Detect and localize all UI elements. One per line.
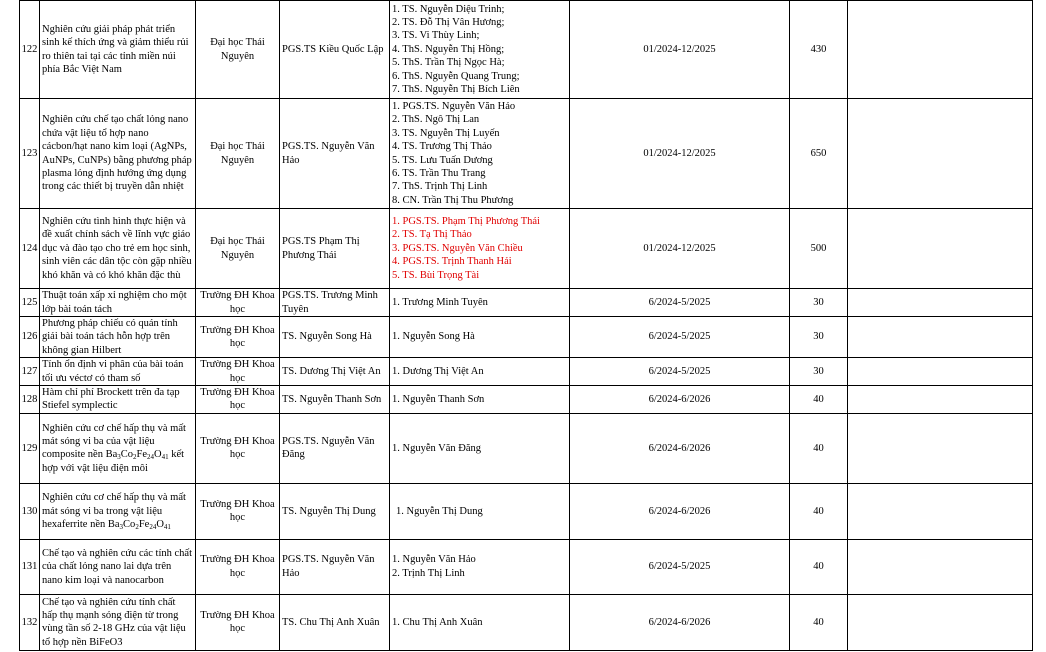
project-lead: PGS.TS. Trương Minh Tuyên [280,289,390,317]
empty-cell [848,358,1033,386]
project-period: 01/2024-12/2025 [570,209,790,289]
row-number: 130 [20,483,40,539]
project-budget: 40 [790,483,848,539]
member-item: 4. ThS. Nguyễn Thị Hồng; [392,43,505,55]
project-period: 6/2024-6/2026 [570,413,790,483]
member-item: 1. Trương Minh Tuyên [392,296,488,308]
project-topic [40,483,196,539]
member-list [390,209,570,289]
member-item: 1. Nguyễn Văn Đăng [392,442,482,454]
project-lead: TS. Dương Thị Việt An [280,358,390,386]
host-unit: Trường ĐH Khoa học [196,413,280,483]
empty-cell [848,483,1033,539]
table-row [20,99,1033,209]
project-period: 6/2024-5/2025 [570,358,790,386]
project-lead: TS. Nguyễn Thanh Sơn [280,386,390,414]
host-unit: Đại học Thái Nguyên [196,99,280,209]
subscript: 24 [149,523,157,532]
empty-cell [848,594,1033,650]
member-item: 1. Nguyễn Song Hà [392,331,475,343]
member-list [390,594,570,650]
member-item: 4. TS. Trương Thị Thảo [392,141,492,153]
project-topic: Chế tạo và nghiên cứu tính chất hấp thụ mạnh sóng điện từ trong vùng tần số 2-18 GHz của vật liệu tổ hợp nền BiFeO3 [40,594,196,650]
project-topic: Thuật toán xấp xỉ nghiệm cho một lớp bài toán tách [40,289,196,317]
project-budget: 30 [790,358,848,386]
project-period: 6/2024-5/2025 [570,317,790,358]
table-row [20,209,1033,289]
member-item: 2. Trịnh Thị Linh [392,567,465,579]
project-topic: Hàm chỉ phí Brockett trên đa tạp Stiefel symplectic [40,386,196,414]
member-item: 5. TS. Bùi Trọng Tài [392,269,480,281]
empty-cell [848,289,1033,317]
member-list [390,289,570,317]
project-period: 01/2024-12/2025 [570,99,790,209]
member-list [390,1,570,99]
row-number: 126 [20,317,40,358]
table-row [20,289,1033,317]
project-period: 6/2024-5/2025 [570,289,790,317]
project-topic: Nghiên cứu chế tạo chất lỏng nano chứa vật liệu tổ hợp nano cácbon/hạt nano kim loại (AgNPs, AuNPs, CuNPs) bằng phương pháp plasma lỏng định hướng ứng dụng trong các thiết bị truyền dẫn nhiệt [40,99,196,209]
empty-cell [848,209,1033,289]
project-period: 6/2024-6/2026 [570,386,790,414]
project-budget: 430 [790,1,848,99]
row-number: 131 [20,539,40,594]
project-lead: PGS.TS. Nguyễn Văn Đăng [280,413,390,483]
empty-cell [848,99,1033,209]
project-topic: Nghiên cứu tình hình thực hiện và đề xuất chính sách về lĩnh vực giáo dục và đào tạo cho trẻ em học sinh, sinh viên các dân tộc còn gặp nhiều khó khăn và có khó khăn đặc thù [40,209,196,289]
member-item: 1. PGS.TS. Nguyễn Văn Hảo [392,100,516,112]
member-list [390,413,570,483]
member-item: 2. ThS. Ngô Thị Lan [392,114,480,126]
subscript: 41 [161,453,169,462]
member-item: 2. TS. Đỗ Thị Vân Hương; [392,16,505,28]
member-item: 2. TS. Tạ Thị Thảo [392,229,472,241]
member-list [390,358,570,386]
row-number: 127 [20,358,40,386]
row-number: 122 [20,1,40,99]
member-item: 4. PGS.TS. Trịnh Thanh Hải [392,256,512,268]
subscript: 24 [147,453,154,462]
row-number: 124 [20,209,40,289]
member-item: 5. ThS. Trần Thị Ngọc Hà; [392,57,505,69]
topic-text: Fe [136,449,147,461]
member-list [390,386,570,414]
table-row [20,317,1033,358]
row-number: 129 [20,413,40,483]
subscript: 2 [135,523,139,532]
subscript: 3 [119,523,124,532]
project-budget: 40 [790,539,848,594]
project-lead: PGS.TS Kiều Quốc Lập [280,1,390,99]
member-item: 1. Nguyễn Thanh Sơn [392,393,485,405]
topic-text: Nghiên cứu cơ chế hấp thụ và mất mát sóng vi ba của vật liệu composite nền Ba [42,422,186,461]
member-item: 1. Nguyễn Thị Dung [396,505,483,517]
project-budget: 30 [790,317,848,358]
topic-text: Fe [138,519,150,531]
row-number: 123 [20,99,40,209]
project-budget: 30 [790,289,848,317]
project-lead: PGS.TS. Nguyễn Văn Hảo [280,539,390,594]
table-row [20,483,1033,539]
member-item: 1. TS. Nguyễn Diệu Trinh; [392,3,505,15]
table-row [20,1,1033,99]
row-number: 125 [20,289,40,317]
member-item: 3. TS. Vi Thùy Linh; [392,30,480,42]
row-number: 128 [20,386,40,414]
member-list [390,539,570,594]
member-list [390,317,570,358]
project-period: 6/2024-6/2026 [570,483,790,539]
project-budget: 500 [790,209,848,289]
host-unit: Trường ĐH Khoa học [196,539,280,594]
project-topic: Chế tạo và nghiên cứu các tính chất của chất lỏng nano lai dựa trên nano kim loại và nanocarbon [40,539,196,594]
subscript: 2 [133,453,137,462]
project-topic [40,413,196,483]
member-item: 3. PGS.TS. Nguyễn Văn Chiều [392,242,523,254]
project-topic: Tính ổn định vi phân của bài toán tối ưu véctơ có tham số [40,358,196,386]
host-unit: Trường ĐH Khoa học [196,289,280,317]
member-item: 5. TS. Lưu Tuấn Dương [392,154,493,166]
project-lead: TS. Chu Thị Anh Xuân [280,594,390,650]
member-item: 6. TS. Trần Thu Trang [392,167,486,179]
topic-text: Co [123,519,136,531]
member-item: 6. ThS. Nguyễn Quang Trung; [392,70,520,82]
member-item: 7. ThS. Trịnh Thị Linh [392,181,488,193]
member-item: 7. ThS. Nguyễn Thị Bích Liên [392,84,520,96]
host-unit: Đại học Thái Nguyên [196,209,280,289]
project-budget: 650 [790,99,848,209]
table-row [20,358,1033,386]
host-unit: Đại học Thái Nguyên [196,1,280,99]
research-projects-table [19,0,1033,651]
topic-text: Co [120,449,133,461]
host-unit: Trường ĐH Khoa học [196,358,280,386]
table-row [20,539,1033,594]
project-budget: 40 [790,594,848,650]
project-budget: 40 [790,413,848,483]
member-list [390,483,570,539]
host-unit: Trường ĐH Khoa học [196,594,280,650]
topic-text: kết hợp với vật liệu điện môi [42,449,185,474]
member-item: 1. Nguyễn Văn Hảo [392,554,476,566]
empty-cell [848,413,1033,483]
member-item: 1. PGS.TS. Phạm Thị Phương Thái [392,215,540,227]
subscript: 41 [163,523,171,532]
topic-text: Nghiên cứu cơ chế hấp thụ và mất mát sóng vi ba trong vật liệu hexaferrite nền Ba [42,492,186,531]
project-topic: Nghiên cứu giải pháp phát triển sinh kế thích ứng và giảm thiểu rủi ro thiên tai tại các tỉnh miền núi phía Bắc Việt Nam [40,1,196,99]
topic-text: O [156,519,164,531]
empty-cell [848,317,1033,358]
project-topic: Phương pháp chiếu có quán tính giải bài toán tách hỗn hợp trên không gian Hilbert [40,317,196,358]
project-period: 6/2024-6/2026 [570,594,790,650]
row-number: 132 [20,594,40,650]
topic-text: O [154,449,162,461]
member-item: 1. Chu Thị Anh Xuân [392,616,483,628]
empty-cell [848,539,1033,594]
table-row [20,413,1033,483]
project-period: 01/2024-12/2025 [570,1,790,99]
empty-cell [848,386,1033,414]
member-list [390,99,570,209]
host-unit: Trường ĐH Khoa học [196,386,280,414]
project-lead: TS. Nguyễn Thị Dung [280,483,390,539]
project-lead: TS. Nguyễn Song Hà [280,317,390,358]
empty-cell [848,1,1033,99]
project-period: 6/2024-5/2025 [570,539,790,594]
host-unit: Trường ĐH Khoa học [196,317,280,358]
project-budget: 40 [790,386,848,414]
member-item: 3. TS. Nguyễn Thị Luyến [392,127,500,139]
table-row [20,594,1033,650]
table-row [20,386,1033,414]
member-item: 1. Dương Thị Việt An [392,365,484,377]
project-lead: PGS.TS. Nguyễn Văn Hảo [280,99,390,209]
host-unit: Trường ĐH Khoa học [196,483,280,539]
subscript: 3 [117,453,121,462]
project-lead: PGS.TS Phạm Thị Phương Thái [280,209,390,289]
member-item: 8. CN. Trần Thị Thu Phương [392,194,514,206]
